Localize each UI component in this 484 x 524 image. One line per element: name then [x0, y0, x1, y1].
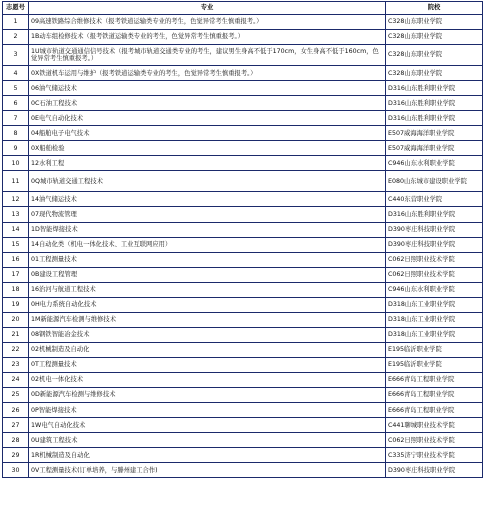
- cell-school: C062日照职业技术学院: [386, 252, 483, 267]
- cell-major: 1M新能源汽车检测与维修技术: [29, 312, 386, 327]
- cell-school: D316山东胜利职业学院: [386, 207, 483, 222]
- cell-volunteer-no: 20: [3, 312, 29, 327]
- cell-volunteer-no: 29: [3, 448, 29, 463]
- cell-volunteer-no: 14: [3, 222, 29, 237]
- table-row: [3, 252, 483, 267]
- table-row: [3, 418, 483, 433]
- cell-school: E666青岛工程职业学院: [386, 372, 483, 387]
- cell-school: C328山东职业学院: [386, 45, 483, 66]
- cell-major: 1D智能焊接技术: [29, 222, 386, 237]
- header-row: [3, 2, 483, 15]
- cell-major: 0D新能源汽车检测与维修技术: [29, 388, 386, 403]
- cell-school: D316山东胜利职业学院: [386, 96, 483, 111]
- cell-school: C328山东职业学院: [386, 66, 483, 81]
- cell-school: C946山东水利职业学院: [386, 156, 483, 171]
- cell-major: 14油气储运技术: [29, 192, 386, 207]
- cell-volunteer-no: 22: [3, 342, 29, 357]
- cell-volunteer-no: 7: [3, 111, 29, 126]
- cell-major: 0E电气自动化技术: [29, 111, 386, 126]
- table-row: [3, 448, 483, 463]
- cell-major: 0Q城市轨道交通工程技术: [29, 171, 386, 192]
- table-row: [3, 342, 483, 357]
- table-row: [3, 282, 483, 297]
- cell-school: C062日照职业技术学院: [386, 433, 483, 448]
- cell-major: 0T工程测量技术: [29, 357, 386, 372]
- cell-major: 0U建筑工程技术: [29, 433, 386, 448]
- cell-volunteer-no: 24: [3, 372, 29, 387]
- cell-school: D390枣庄科技职业学院: [386, 222, 483, 237]
- table-row: [3, 96, 483, 111]
- cell-major: 14自动化类（机电一体化技术、工业互联网应用）: [29, 237, 386, 252]
- cell-school: C946山东水利职业学院: [386, 282, 483, 297]
- cell-school: D390枣庄科技职业学院: [386, 463, 483, 478]
- table-row: [3, 171, 483, 192]
- volunteer-table: [2, 1, 483, 478]
- cell-school: E507威海海洋职业学院: [386, 126, 483, 141]
- table-row: [3, 372, 483, 387]
- cell-major: 02机电一体化技术: [29, 372, 386, 387]
- cell-school: E080山东城市建设职业学院: [386, 171, 483, 192]
- cell-school: E666青岛工程职业学院: [386, 403, 483, 418]
- table-row: [3, 111, 483, 126]
- cell-major: 12水利工程: [29, 156, 386, 171]
- cell-major: 0X铁道机车运用与维护（报考铁道运输类专业的考生，色觉异常考生慎重报考。）: [29, 66, 386, 81]
- cell-volunteer-no: 12: [3, 192, 29, 207]
- table-row: [3, 357, 483, 372]
- cell-volunteer-no: 10: [3, 156, 29, 171]
- cell-school: C062日照职业技术学院: [386, 267, 483, 282]
- table-row: [3, 267, 483, 282]
- cell-major: 0H电力系统自动化技术: [29, 297, 386, 312]
- cell-volunteer-no: 19: [3, 297, 29, 312]
- cell-school: E666青岛工程职业学院: [386, 388, 483, 403]
- cell-volunteer-no: 17: [3, 267, 29, 282]
- cell-volunteer-no: 5: [3, 81, 29, 96]
- cell-school: C335济宁职业技术学院: [386, 448, 483, 463]
- table-row: [3, 312, 483, 327]
- cell-school: D318山东工业职业学院: [386, 312, 483, 327]
- header-volunteer-no: 志愿号: [3, 2, 29, 15]
- cell-school: D318山东工业职业学院: [386, 297, 483, 312]
- cell-volunteer-no: 30: [3, 463, 29, 478]
- table-row: [3, 81, 483, 96]
- header-major: 专业: [29, 2, 386, 15]
- cell-major: 0X船舶检验: [29, 141, 386, 156]
- cell-major: 08钢铁智能冶金技术: [29, 327, 386, 342]
- cell-major: 02机械制造及自动化: [29, 342, 386, 357]
- table-row: [3, 192, 483, 207]
- cell-school: E195临沂职业学院: [386, 342, 483, 357]
- cell-volunteer-no: 11: [3, 171, 29, 192]
- cell-school: E195临沂职业学院: [386, 357, 483, 372]
- cell-volunteer-no: 23: [3, 357, 29, 372]
- table-row: [3, 463, 483, 478]
- cell-volunteer-no: 25: [3, 388, 29, 403]
- cell-volunteer-no: 18: [3, 282, 29, 297]
- table-row: [3, 66, 483, 81]
- table-row: [3, 388, 483, 403]
- table-row: [3, 30, 483, 45]
- cell-volunteer-no: 2: [3, 30, 29, 45]
- cell-major: 06油气储运技术: [29, 81, 386, 96]
- cell-major: 09高速铁路综合维修技术（报考铁道运输类专业的考生，色觉异常考生慎重报考。）: [29, 15, 386, 30]
- table-row: [3, 15, 483, 30]
- cell-volunteer-no: 9: [3, 141, 29, 156]
- cell-volunteer-no: 4: [3, 66, 29, 81]
- cell-major: 0P智能焊接技术: [29, 403, 386, 418]
- cell-major: 0V工程测量技术(订单培养，与滕州建工合作): [29, 463, 386, 478]
- cell-school: D316山东胜利职业学院: [386, 81, 483, 96]
- cell-major: 0C石油工程技术: [29, 96, 386, 111]
- cell-volunteer-no: 27: [3, 418, 29, 433]
- cell-major: 1B动车组检修技术（报考铁道运输类专业的考生，色觉异常考生慎重报考。）: [29, 30, 386, 45]
- table-row: [3, 207, 483, 222]
- cell-school: D316山东胜利职业学院: [386, 111, 483, 126]
- cell-volunteer-no: 15: [3, 237, 29, 252]
- cell-school: C441聊城职业技术学院: [386, 418, 483, 433]
- table-row: [3, 403, 483, 418]
- cell-volunteer-no: 1: [3, 15, 29, 30]
- cell-school: C440东营职业学院: [386, 192, 483, 207]
- table-row: [3, 297, 483, 312]
- table-row: [3, 327, 483, 342]
- cell-volunteer-no: 3: [3, 45, 29, 66]
- cell-volunteer-no: 16: [3, 252, 29, 267]
- cell-major: 04船舶电子电气技术: [29, 126, 386, 141]
- cell-volunteer-no: 6: [3, 96, 29, 111]
- cell-volunteer-no: 21: [3, 327, 29, 342]
- table-row: [3, 222, 483, 237]
- table-row: [3, 237, 483, 252]
- cell-major: 01工程测量技术: [29, 252, 386, 267]
- cell-school: C328山东职业学院: [386, 15, 483, 30]
- cell-school: E507威海海洋职业学院: [386, 141, 483, 156]
- table-body: [3, 15, 483, 478]
- table-row: [3, 141, 483, 156]
- cell-volunteer-no: 26: [3, 403, 29, 418]
- cell-school: D390枣庄科技职业学院: [386, 237, 483, 252]
- cell-school: D318山东工业职业学院: [386, 327, 483, 342]
- table-row: [3, 156, 483, 171]
- table-row: [3, 126, 483, 141]
- cell-major: 1W电气自动化技术: [29, 418, 386, 433]
- cell-school: C328山东职业学院: [386, 30, 483, 45]
- cell-major: 07现代物流管理: [29, 207, 386, 222]
- cell-major: 1R机械制造及自动化: [29, 448, 386, 463]
- table-row: [3, 45, 483, 66]
- cell-volunteer-no: 8: [3, 126, 29, 141]
- cell-volunteer-no: 13: [3, 207, 29, 222]
- cell-major: 0B建设工程管理: [29, 267, 386, 282]
- header-school: 院校: [386, 2, 483, 15]
- table-row: [3, 433, 483, 448]
- cell-major: 16治河与航道工程技术: [29, 282, 386, 297]
- cell-volunteer-no: 28: [3, 433, 29, 448]
- cell-major: 1U城市轨道交通通信信号技术（报考城市轨道交通类专业的考生，建议男生身高不低于170cm，女生身高不低于160cm，色觉异常考生慎重报考。）: [29, 45, 386, 66]
